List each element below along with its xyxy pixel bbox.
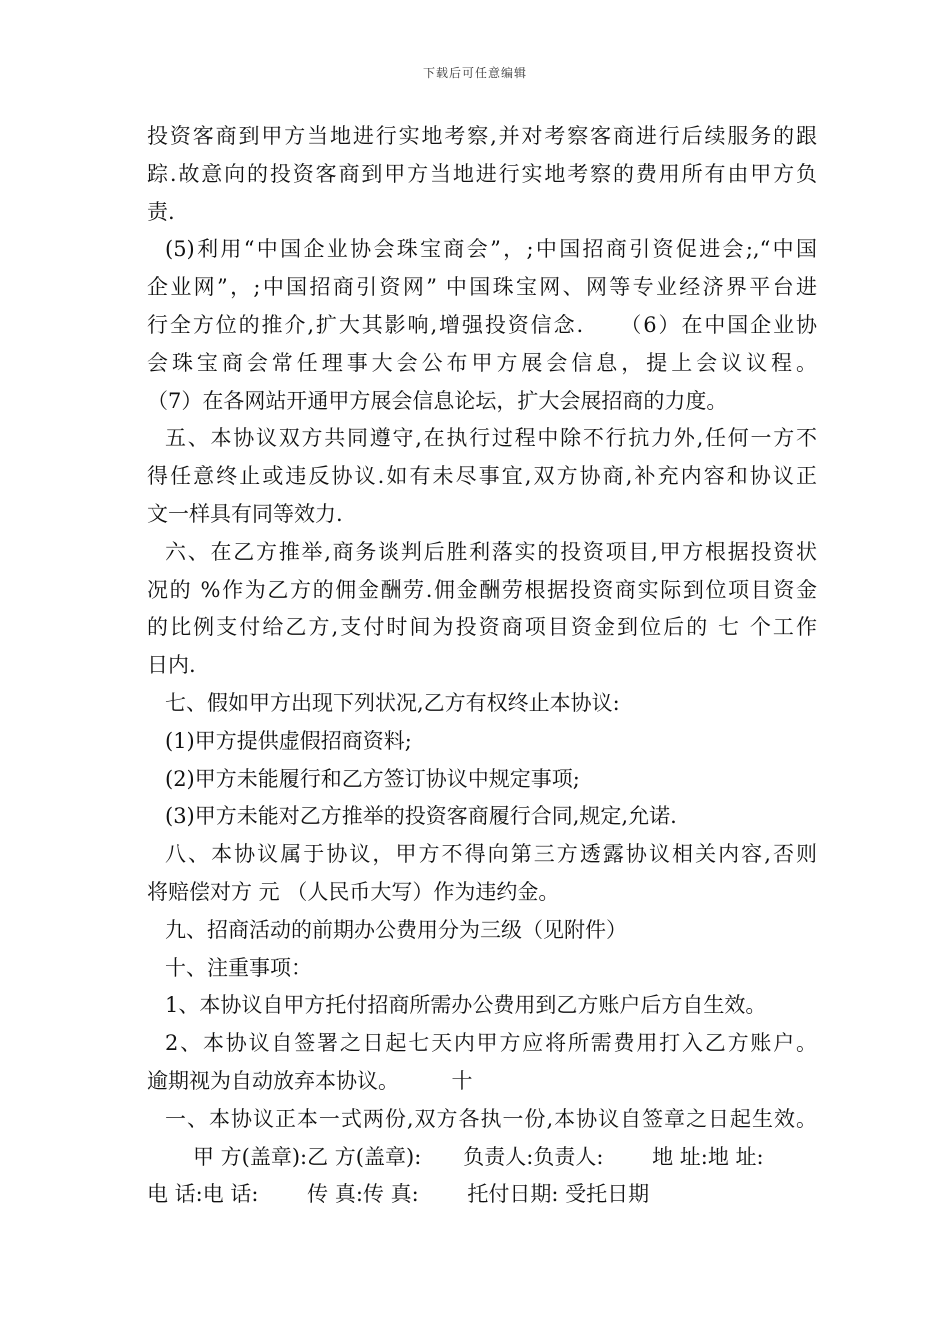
text-line: 八、本协议属于协议，甲方不得向第三方透露协议相关内容,否则 <box>165 842 817 867</box>
text-line: 五、本协议双方共同遵守,在执行过程中除不行抗力外,任何一方不 <box>165 426 817 451</box>
text-line: 踪.故意向的投资客商到甲方当地进行实地考察的费用所有由甲方负 <box>147 161 817 186</box>
text-line: 行全方位的推介,扩大其影响,增强投资信念. （6）在中国企业协 <box>147 312 817 337</box>
text-line: 企业网”，;中国招商引资网” 中国珠宝网、网等专业经济界平台进 <box>147 275 817 300</box>
signature-line: 电 话:电 话: 传 真:传 真: 托付日期: 受托日期 <box>147 1182 650 1207</box>
text-line: (3)甲方未能对乙方推举的投资客商履行合同,规定,允诺. <box>165 804 677 829</box>
text-line: 的比例支付给乙方,支付时间为投资商项目资金到位后的 七 个工作 <box>147 615 817 640</box>
document-body <box>147 118 817 1214</box>
text-line: 投资客商到甲方当地进行实地考察,并对考察客商进行后续服务的跟 <box>147 124 817 148</box>
text-line: (5)利用“中国企业协会珠宝商会”，;中国招商引资促进会;,“中国 <box>165 237 817 262</box>
text-line: 六、在乙方推举,商务谈判后胜利落实的投资项目,甲方根据投资状 <box>165 539 817 564</box>
text-line: 将赔偿对方 元 （人民币大写）作为违约金。 <box>147 879 560 904</box>
text-line: 十、注重事项： <box>165 955 312 980</box>
text-line: (1)甲方提供虚假招商资料; <box>165 728 412 753</box>
text-line: 日内. <box>147 653 196 678</box>
text-line: 会珠宝商会常任理事大会公布甲方展会信息，提上会议议程。 <box>147 350 817 375</box>
text-line: 2、本协议自签署之日起七天内甲方应将所需费用打入乙方账户。 <box>165 1031 817 1056</box>
text-line: 得任意终止或违反协议.如有未尽事宜,双方协商,补充内容和协议正 <box>147 464 817 489</box>
signature-line: 甲 方(盖章):乙 方(盖章): 负责人:负责人: 地 址:地 址: <box>193 1144 764 1169</box>
text-line: （7）在各网站开通甲方展会信息论坛，扩大会展招商的力度。 <box>147 388 728 413</box>
page-header-note: 下载后可任意编辑 <box>422 66 527 80</box>
text-line: 一、本协议正本一式两份,双方各执一份,本协议自签章之日起生效。 <box>165 1106 817 1131</box>
text-line: 文一样具有同等效力. <box>147 501 343 526</box>
text-line: 七、假如甲方出现下列状况,乙方有权终止本协议: <box>165 690 620 715</box>
text-line: (2)甲方未能履行和乙方签订协议中规定事项; <box>165 766 580 791</box>
text-line: 九、招商活动的前期办公费用分为三级（见附件） <box>165 917 627 942</box>
text-line: 况的 %作为乙方的佣金酬劳.佣金酬劳根据投资商实际到位项目资金 <box>147 577 817 602</box>
text-line: 责. <box>147 199 175 224</box>
text-line: 1、本协议自甲方托付招商所需办公费用到乙方账户后方自生效。 <box>165 993 767 1018</box>
text-line: 逾期视为自动放弃本协议。 十 <box>147 1068 473 1093</box>
